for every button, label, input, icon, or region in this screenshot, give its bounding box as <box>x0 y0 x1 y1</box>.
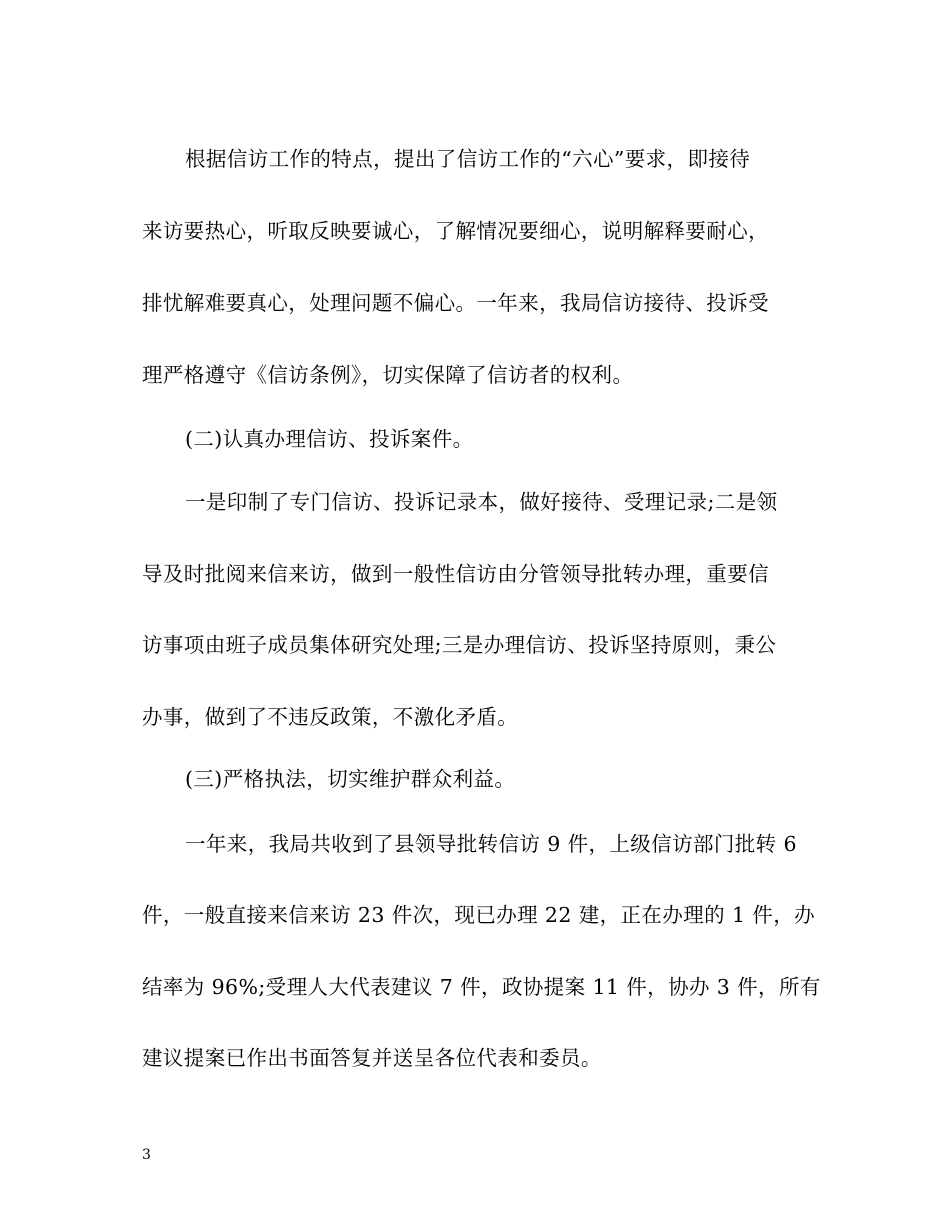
text-line: 一年来，我局共收到了县领导批转信访 9 件，上级信访部门批转 6 <box>185 832 797 856</box>
text-line: 来访要热心，听取反映要诚心，了解情况要细心，说明解释要耐心， <box>142 219 769 243</box>
text-line: 理严格遵守《信访条例》，切实保障了信访者的权利。 <box>142 363 634 387</box>
text-line: 建议提案已作出书面答复并送呈各位代表和委员。 <box>142 1046 602 1070</box>
section-heading: (三)严格执法，切实维护群众利益。 <box>185 767 516 791</box>
text-line: 件，一般直接来信来访 23 件次，现已办理 22 建，正在办理的 1 件，办 <box>142 903 816 927</box>
text-line: 办事，做到了不违反政策，不激化矛盾。 <box>142 705 519 729</box>
text-line: 访事项由班子成员集体研究处理;三是办理信访、投诉坚持原则，秉公 <box>142 633 777 657</box>
text-line: 结率为 96%;受理人大代表建议 7 件，政协提案 11 件，协办 3 件，所有 <box>142 975 821 999</box>
text-line: 排忧解难要真心，处理问题不偏心。一年来，我局信访接待、投诉受 <box>142 291 769 315</box>
text-line: 一是印制了专门信访、投诉记录本，做好接待、受理记录;二是领 <box>185 490 778 514</box>
text-line: 导及时批阅来信来访，做到一般性信访由分管领导批转办理，重要信 <box>142 562 769 586</box>
page-number: 3 <box>142 1147 151 1163</box>
section-heading: (二)认真办理信访、投诉案件。 <box>185 427 474 451</box>
text-line: 根据信访工作的特点，提出了信访工作的“六心”要求，即接待 <box>185 147 751 171</box>
